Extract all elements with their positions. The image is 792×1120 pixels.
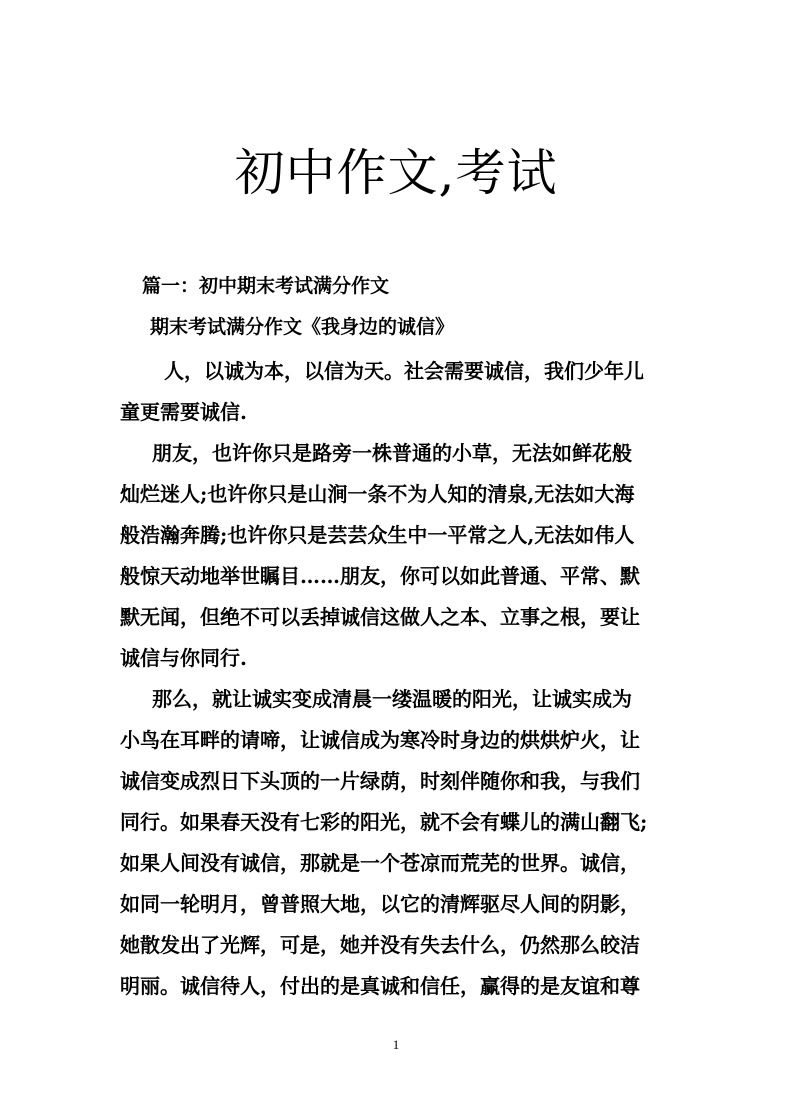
paragraph-line: 如同一轮明月，曾普照大地，以它的清辉驱尽人间的阴影，	[120, 892, 640, 916]
paragraph-line: 童更需要诚信.	[120, 400, 247, 424]
paragraph-1	[120, 351, 676, 433]
paragraph-3	[120, 679, 676, 1007]
essay-title: 期末考试满分作文《我身边的诚信》	[150, 316, 455, 338]
document-title: 初中作文,考试	[234, 144, 558, 202]
section-heading: 篇一：初中期末考试满分作文	[142, 275, 390, 297]
paragraph-line: 她散发出了光辉，可是，她并没有失去什么，仍然那么皎洁	[120, 933, 640, 957]
paragraph-line: 诚信变成烈日下头顶的一片绿荫，时刻伴随你和我，与我们	[120, 769, 640, 793]
paragraph-line: 同行。如果春天没有七彩的阳光，就不会有蝶儿的满山翻飞;	[120, 810, 648, 834]
page-number: 1	[392, 1037, 400, 1052]
paragraph-line: 那么，就让诚实变成清晨一缕温暖的阳光，让诚实成为	[152, 687, 632, 711]
paragraph-line: 小鸟在耳畔的请啼，让诚信成为寒冷时身边的烘烘炉火，让	[120, 728, 640, 752]
paragraph-line: 般浩瀚奔腾;也许你只是芸芸众生中一平常之人,无法如伟人	[120, 523, 635, 547]
paragraph-line: 灿烂迷人;也许你只是山涧一条不为人知的清泉,无法如大海	[120, 482, 635, 506]
paragraph-line: 般惊天动地举世瞩目……朋友，你可以如此普通、平常、默	[120, 564, 640, 588]
paragraph-line: 诚信与你同行.	[120, 646, 247, 670]
paragraph-line: 明丽。诚信待人，付出的是真诚和信任，赢得的是友谊和尊	[120, 974, 640, 998]
paragraph-line: 朋友，也许你只是路旁一株普通的小草，无法如鲜花般	[152, 441, 632, 465]
paragraph-line: 默无闻，但绝不可以丢掉诚信这做人之本、立事之根，要让	[120, 605, 640, 629]
paragraph-line: 如果人间没有诚信，那就是一个苍凉而荒芜的世界。诚信，	[120, 851, 640, 875]
paragraph-line: 人，以诚为本，以信为天。社会需要诚信，我们少年儿	[164, 359, 644, 383]
paragraph-2	[120, 433, 676, 679]
